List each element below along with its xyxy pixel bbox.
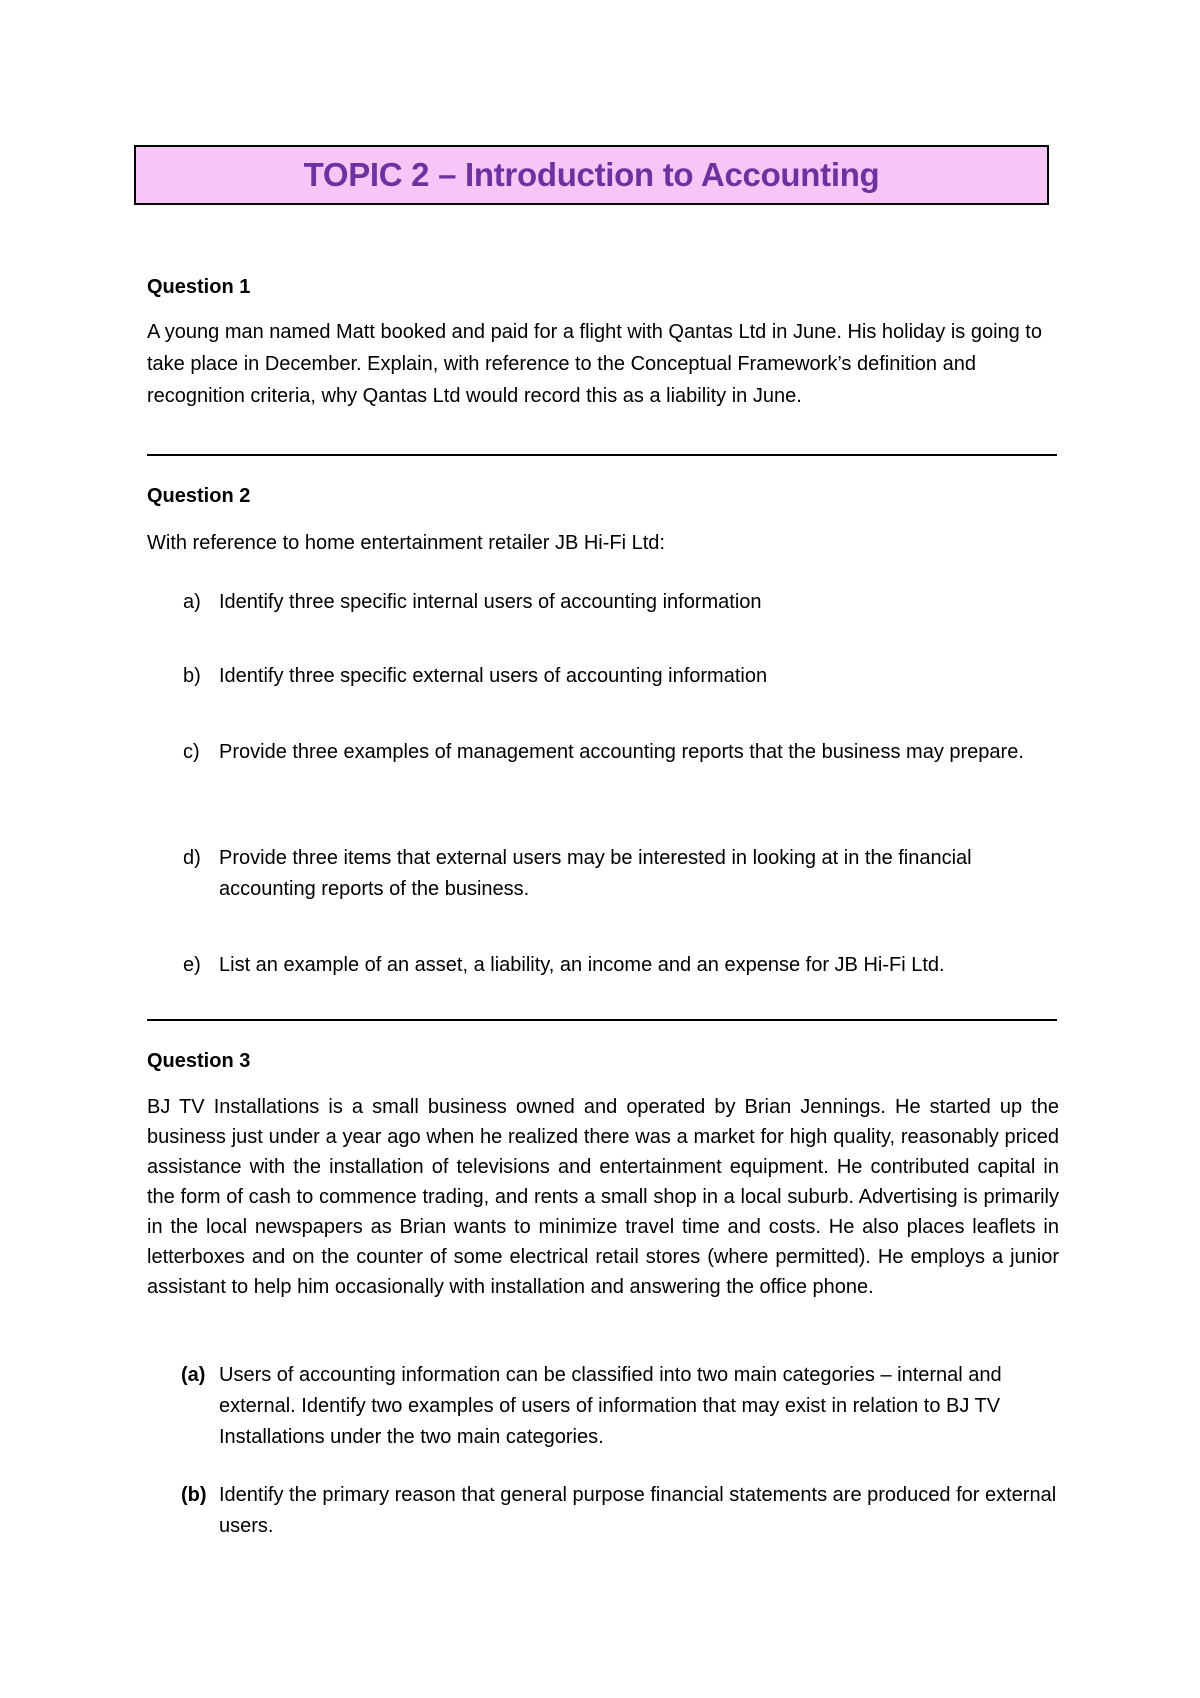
- divider-1: [147, 454, 1057, 456]
- question-2-item-c: [147, 737, 1061, 768]
- question-2-item-d: [147, 843, 1061, 905]
- item-text: Users of accounting information can be classified into two main categories – internal and external. Identify two examples of users of information that may exist in relation to BJ TV Installations under the two main categories.: [219, 1364, 1002, 1448]
- question-1-heading-block: [147, 271, 1061, 303]
- question-1-text: A young man named Matt booked and paid for a flight with Qantas Ltd in June. His holiday is going to take place in December. Explain, with reference to the Conceptual Framework’s definition and recognition criteria, why Qantas Ltd would record this as a liability in June.: [147, 321, 1042, 407]
- item-text: List an example of an asset, a liability, an income and an expense for JB Hi-Fi Ltd.: [219, 954, 945, 976]
- question-2-heading: Question 2: [147, 485, 251, 507]
- question-2-item-e: [147, 950, 1061, 981]
- question-2-heading-block: [147, 480, 1061, 512]
- question-1-body: [147, 316, 1061, 412]
- item-marker: e): [183, 954, 201, 976]
- item-text: Provide three examples of management accounting reports that the business may prepare.: [219, 741, 1024, 763]
- question-2-intro-block: [147, 527, 1061, 559]
- question-3-item-a: [147, 1360, 1061, 1453]
- question-3-heading: Question 3: [147, 1050, 251, 1072]
- question-2-item-a: [147, 587, 1061, 618]
- question-2-intro: With reference to home entertainment retailer JB Hi-Fi Ltd:: [147, 532, 665, 554]
- question-3-heading-block: [147, 1045, 1061, 1077]
- question-3-body: [147, 1092, 1059, 1302]
- item-marker: b): [183, 665, 201, 687]
- item-text: Identify three specific internal users of accounting information: [219, 591, 762, 613]
- question-1-heading: Question 1: [147, 276, 251, 298]
- item-marker: c): [183, 741, 200, 763]
- item-text: Identify the primary reason that general purpose financial statements are produced for external users.: [219, 1484, 1057, 1537]
- item-marker: d): [183, 847, 201, 869]
- topic-title: TOPIC 2 – Introduction to Accounting: [303, 156, 880, 193]
- item-marker: (b): [181, 1484, 207, 1506]
- item-text: Provide three items that external users may be interested in looking at in the financial accounting reports of the business.: [219, 847, 972, 900]
- divider-2: [147, 1019, 1057, 1021]
- item-marker: a): [183, 591, 201, 613]
- question-3-text: BJ TV Installations is a small business owned and operated by Brian Jennings. He started up the business just under a year ago when he realized there was a market for high quality, reasonably priced assistance with the installation of televisions and entertainment equipment. He contributed capital in the form of cash to commence trading, and rents a small shop in a local suburb. Advertising is primarily in the local newspapers as Brian wants to minimize travel time and costs. He also places leaflets in letterboxes and on the counter of some electrical retail stores (where permitted). He employs a junior assistant to help him occasionally with installation and answering the office phone.: [147, 1096, 1059, 1298]
- question-3-item-b: [147, 1480, 1061, 1542]
- item-text: Identify three specific external users of accounting information: [219, 665, 768, 687]
- item-marker: (a): [181, 1364, 206, 1386]
- topic-title-box: [134, 145, 1049, 205]
- question-2-item-b: [147, 661, 1061, 692]
